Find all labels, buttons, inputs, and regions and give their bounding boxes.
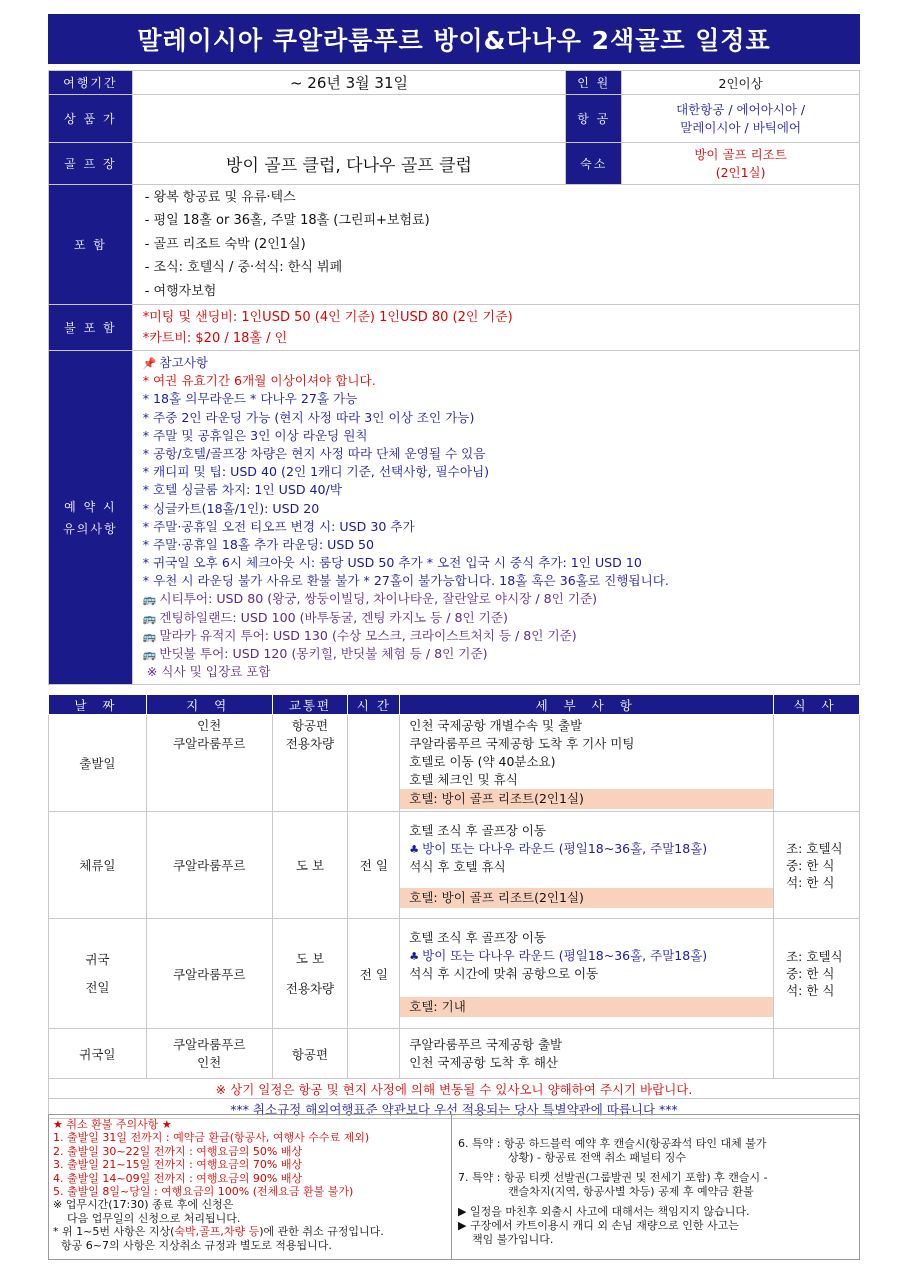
club-icon: ♣ bbox=[409, 843, 420, 856]
day-label: 귀국일 bbox=[49, 1029, 147, 1079]
note-item: * 캐디피 및 팁: USD 40 (2인 1캐디 기준, 선택사항, 필수아님) bbox=[142, 464, 490, 480]
golf-value: 방이 골프 클럽, 다나우 골프 클럽 bbox=[132, 143, 566, 185]
page-title: 말레이시아 쿠알라룸푸르 방이&다나우 2색골프 일정표 bbox=[48, 14, 860, 64]
region: 쿠알라룸푸르 bbox=[146, 919, 272, 1029]
hotel-line: 호텔: 기내 bbox=[400, 997, 773, 1017]
include-list bbox=[132, 185, 859, 305]
rule-text: 항공 6~7의 사항은 지상취소 규정과 별도로 적용됩니다. bbox=[61, 1238, 332, 1252]
include-item: - 평일 18홀 or 36홀, 주말 18홀 (그린피+보험료) bbox=[144, 213, 430, 229]
rule-text: * 위 1~5번 사항은 지상( bbox=[53, 1225, 175, 1239]
cancel-header: ★ 취소 환불 주의사항 ★ bbox=[53, 1118, 172, 1131]
detail-line: 석식 후 시간에 맞춰 공항으로 이동 bbox=[409, 966, 599, 981]
detail-golf: 방이 또는 다나우 라운드 (평일18~36홀, 주말18홀) bbox=[422, 948, 708, 963]
tour-item: 겐팅하일랜드: USD 100 (바투동굴, 겐팅 카지노 등 / 8인 기준) bbox=[159, 609, 508, 625]
note-item: * 주중 2인 라운딩 가능 (현지 사정 따라 3인 이상 조인 가능) bbox=[142, 409, 475, 425]
notes-footer: ※ 식사 및 입장료 포함 bbox=[146, 664, 271, 680]
day-label: 출발일 bbox=[49, 715, 147, 812]
time bbox=[348, 715, 400, 812]
tour-item: 반딧불 투어: USD 120 (몽키힐, 반딧불 체험 등 / 8인 기준) bbox=[159, 646, 488, 661]
meal-line: 조: 호텔식 bbox=[786, 949, 843, 964]
people-label: 인 원 bbox=[566, 71, 622, 95]
time: 전 일 bbox=[348, 812, 400, 919]
policy-line: 7. 특약 : 항공 티켓 선발권(그룹발권 및 전세기 포함) 후 캔슬시 - bbox=[458, 1171, 768, 1184]
detail-line: 호텔 체크인 및 휴식 bbox=[409, 772, 518, 787]
region: 쿠알라룸푸르 bbox=[172, 1036, 246, 1052]
bus-icon: 🚌 bbox=[142, 629, 157, 643]
price-label: 상 품 가 bbox=[49, 95, 133, 143]
policy-line: ▶ 구장에서 카트이용시 캐디 외 손님 재량으로 인한 사고는 bbox=[458, 1219, 739, 1232]
exclude-label: 불 포 함 bbox=[49, 305, 133, 351]
col-header-transport: 교통편 bbox=[272, 695, 348, 715]
meal-line: 중: 한 식 bbox=[786, 966, 835, 981]
detail-line: 쿠알라룸푸르 국제공항 도착 후 기사 미팅 bbox=[409, 736, 635, 751]
include-item: - 조식: 호텔식 / 중·석식: 한식 뷔페 bbox=[144, 260, 343, 276]
airline-value-line2: 말레이시아 / 바틱에어 bbox=[680, 119, 802, 135]
rule-text: )에 관한 취소 규정입니다. bbox=[259, 1225, 384, 1239]
schedule-table bbox=[48, 694, 860, 1119]
detail-line: 쿠알라룸푸르 국제공항 출발 bbox=[409, 1036, 563, 1052]
exclude-item: *카트비: $20 / 18홀 / 인 bbox=[142, 330, 288, 346]
policy-line: 6. 특약 : 항공 하드블럭 예약 후 캔슬시(항공좌석 타인 대체 불가 bbox=[458, 1137, 767, 1150]
note-item: * 주말·공휴일 18홀 추가 라운딩: USD 50 bbox=[142, 536, 375, 552]
col-header-date: 날 짜 bbox=[49, 695, 147, 715]
day-label: 귀국 bbox=[85, 951, 110, 967]
detail-line: 호텔 조식 후 골프장 이동 bbox=[409, 930, 546, 945]
region: 인천 bbox=[197, 1054, 222, 1070]
notes-header: 참고사항 bbox=[159, 355, 209, 370]
note-item: * 주말·공휴일 오전 티오프 변경 시: USD 30 추가 bbox=[142, 518, 415, 534]
detail-line: 석식 후 호텔 휴식 bbox=[409, 859, 506, 874]
transport: 전용차량 bbox=[285, 736, 335, 751]
notes-label-line2: 유의사항 bbox=[63, 521, 118, 536]
stay-label: 숙소 bbox=[566, 143, 622, 185]
hotel-line: 호텔: 방이 골프 리조트(2인1실) bbox=[400, 789, 773, 809]
include-item: - 여행자보험 bbox=[144, 283, 217, 299]
include-label: 포 함 bbox=[49, 185, 133, 305]
region: 쿠알라룸푸르 bbox=[146, 812, 272, 919]
cancel-item: 2. 출발일 30~22일 전까지 : 여행요금의 50% 배상 bbox=[53, 1144, 303, 1158]
stay-value-line2: (2인1실) bbox=[715, 164, 766, 180]
transport: 도 보 bbox=[295, 950, 325, 966]
office-note: 다음 업무일의 신청으로 처리됩니다. bbox=[67, 1211, 241, 1225]
detail-line: 인천 국제공항 개별수속 및 출발 bbox=[409, 718, 583, 733]
bus-icon: 🚌 bbox=[142, 648, 157, 661]
bus-icon: 🚌 bbox=[142, 593, 157, 607]
note-item: * 공항/호텔/골프장 차량은 현지 사정 따라 단체 운영될 수 있음 bbox=[142, 445, 486, 461]
col-header-meal: 식 사 bbox=[774, 695, 860, 715]
day-label: 체류일 bbox=[49, 812, 147, 919]
col-header-details: 세 부 사 항 bbox=[400, 695, 774, 715]
office-note: ※ 업무시간(17:30) 종료 후에 신청은 bbox=[53, 1198, 234, 1212]
cancel-item: 3. 출발일 21~15일 전까지 : 여행요금의 70% 배상 bbox=[53, 1158, 303, 1172]
notes-list bbox=[132, 351, 859, 685]
bus-icon: 🚌 bbox=[142, 611, 157, 625]
region: 쿠알라룸푸르 bbox=[172, 736, 246, 751]
meal-line: 조: 호텔식 bbox=[786, 840, 843, 856]
tour-item: 시티투어: USD 80 (왕궁, 쌍둥이빌딩, 차이나타운, 잘란알로 야시장 / 8인 기준) bbox=[159, 591, 598, 607]
col-header-time: 시 간 bbox=[348, 695, 400, 715]
schedule-row bbox=[49, 1029, 860, 1079]
schedule-notice: ※ 상기 일정은 항공 및 현지 사정에 의해 변동될 수 있사오니 양해하여 주시기 바랍니다. bbox=[49, 1079, 860, 1099]
cancel-item: 5. 출발일 8일~당일 : 여행요금의 100% (전체요금 환불 불가) bbox=[53, 1185, 354, 1199]
schedule-row bbox=[49, 919, 860, 1029]
transport: 전용차량 bbox=[285, 980, 335, 996]
time: 전 일 bbox=[348, 919, 400, 1029]
airline-label: 항 공 bbox=[566, 95, 622, 143]
detail-line: 호텔로 이동 (약 40분소요) bbox=[409, 754, 556, 769]
airline-value-line1: 대한항공 / 에어아시아 / bbox=[676, 101, 806, 117]
detail-golf: 방이 또는 다나우 라운드 (평일18~36홀, 주말18홀) bbox=[422, 841, 708, 856]
transport: 항공편 bbox=[291, 718, 329, 733]
policy-line: 상황) - 항공료 전액 취소 패널티 징수 bbox=[508, 1151, 687, 1164]
exclude-item: *미팅 및 샌딩비: 1인USD 50 (4인 기준) 1인USD 80 (2인 기준) bbox=[142, 309, 513, 325]
cancel-notice: *** 취소규정 해외여행표준 약관보다 우선 적용되는 당사 특별약관에 따릅니다 *** bbox=[49, 1099, 860, 1119]
cancel-item: 4. 출발일 14~09일 전까지 : 여행요금의 90% 배상 bbox=[53, 1171, 303, 1185]
policy-line: 책임 불가입니다. bbox=[472, 1233, 554, 1246]
policy-line: 캔슬차지(지역, 항공사별 차등) 공제 후 예약금 환불 bbox=[508, 1185, 754, 1198]
stay-value-line1: 방이 골프 리조트 bbox=[694, 146, 787, 162]
cancel-policy bbox=[48, 1114, 860, 1260]
rule-highlight: 숙박,골프,차량 등 bbox=[174, 1225, 260, 1239]
period-value: ~ 26년 3월 31일 bbox=[132, 71, 566, 95]
transport: 도 보 bbox=[272, 812, 348, 919]
note-item: * 귀국일 오후 6시 체크아웃 시: 룸당 USD 50 추가 * 오전 입국 시 중식 추가: 1인 USD 10 bbox=[142, 555, 642, 571]
include-item: - 왕복 항공료 및 유류·텍스 bbox=[144, 189, 296, 205]
include-item: - 골프 리조트 숙박 (2인1실) bbox=[144, 236, 306, 252]
notes-label-line1: 예 약 시 bbox=[64, 499, 117, 514]
info-table bbox=[48, 70, 860, 685]
policy-line: ▶ 일정을 마친후 외출시 사고에 대해서는 책임지지 않습니다. bbox=[458, 1205, 750, 1218]
period-label: 여행기간 bbox=[49, 71, 133, 95]
col-header-region: 지 역 bbox=[146, 695, 272, 715]
note-item: * 여권 유효기간 6개월 이상이셔야 합니다. bbox=[142, 373, 376, 389]
people-value: 2인이상 bbox=[622, 71, 860, 95]
day-label: 전일 bbox=[85, 979, 110, 995]
golf-label: 골 프 장 bbox=[49, 143, 133, 185]
club-icon: ♣ bbox=[409, 950, 420, 963]
detail-line: 인천 국제공항 도착 후 해산 bbox=[409, 1054, 559, 1070]
price-value bbox=[132, 95, 566, 143]
schedule-row bbox=[49, 715, 860, 812]
meal-line: 석: 한 식 bbox=[786, 983, 835, 998]
note-item: * 싱글카트(18홀/1인): USD 20 bbox=[142, 500, 320, 516]
region: 인천 bbox=[197, 718, 222, 733]
schedule-row bbox=[49, 812, 860, 919]
note-item: * 우천 시 라운딩 불가 사유로 환불 불가 * 27홀이 불가능합니다. 18홀 혹은 36홀로 진행됩니다. bbox=[142, 573, 669, 589]
note-item: * 호텔 싱글룸 차지: 1인 USD 40/박 bbox=[142, 482, 342, 498]
note-item: * 18홀 의무라운드 * 다나우 27홀 가능 bbox=[142, 391, 358, 407]
pushpin-icon: 📌 bbox=[142, 357, 157, 370]
transport: 항공편 bbox=[272, 1029, 348, 1079]
hotel-line: 호텔: 방이 골프 리조트(2인1실) bbox=[400, 888, 773, 908]
meal-line: 석: 한 식 bbox=[786, 874, 835, 890]
detail-line: 호텔 조식 후 골프장 이동 bbox=[409, 823, 546, 838]
tour-item: 말라카 유적지 투어: USD 130 (수상 모스크, 크라이스트처치 등 / 8인 기준) bbox=[159, 627, 577, 643]
meal-line: 중: 한 식 bbox=[786, 857, 835, 873]
cancel-item: 1. 출발일 31일 전까지 : 예약금 환급(항공사, 여행사 수수료 제외) bbox=[53, 1131, 370, 1145]
note-item: * 주말 및 공휴일은 3인 이상 라운딩 원칙 bbox=[142, 427, 368, 443]
